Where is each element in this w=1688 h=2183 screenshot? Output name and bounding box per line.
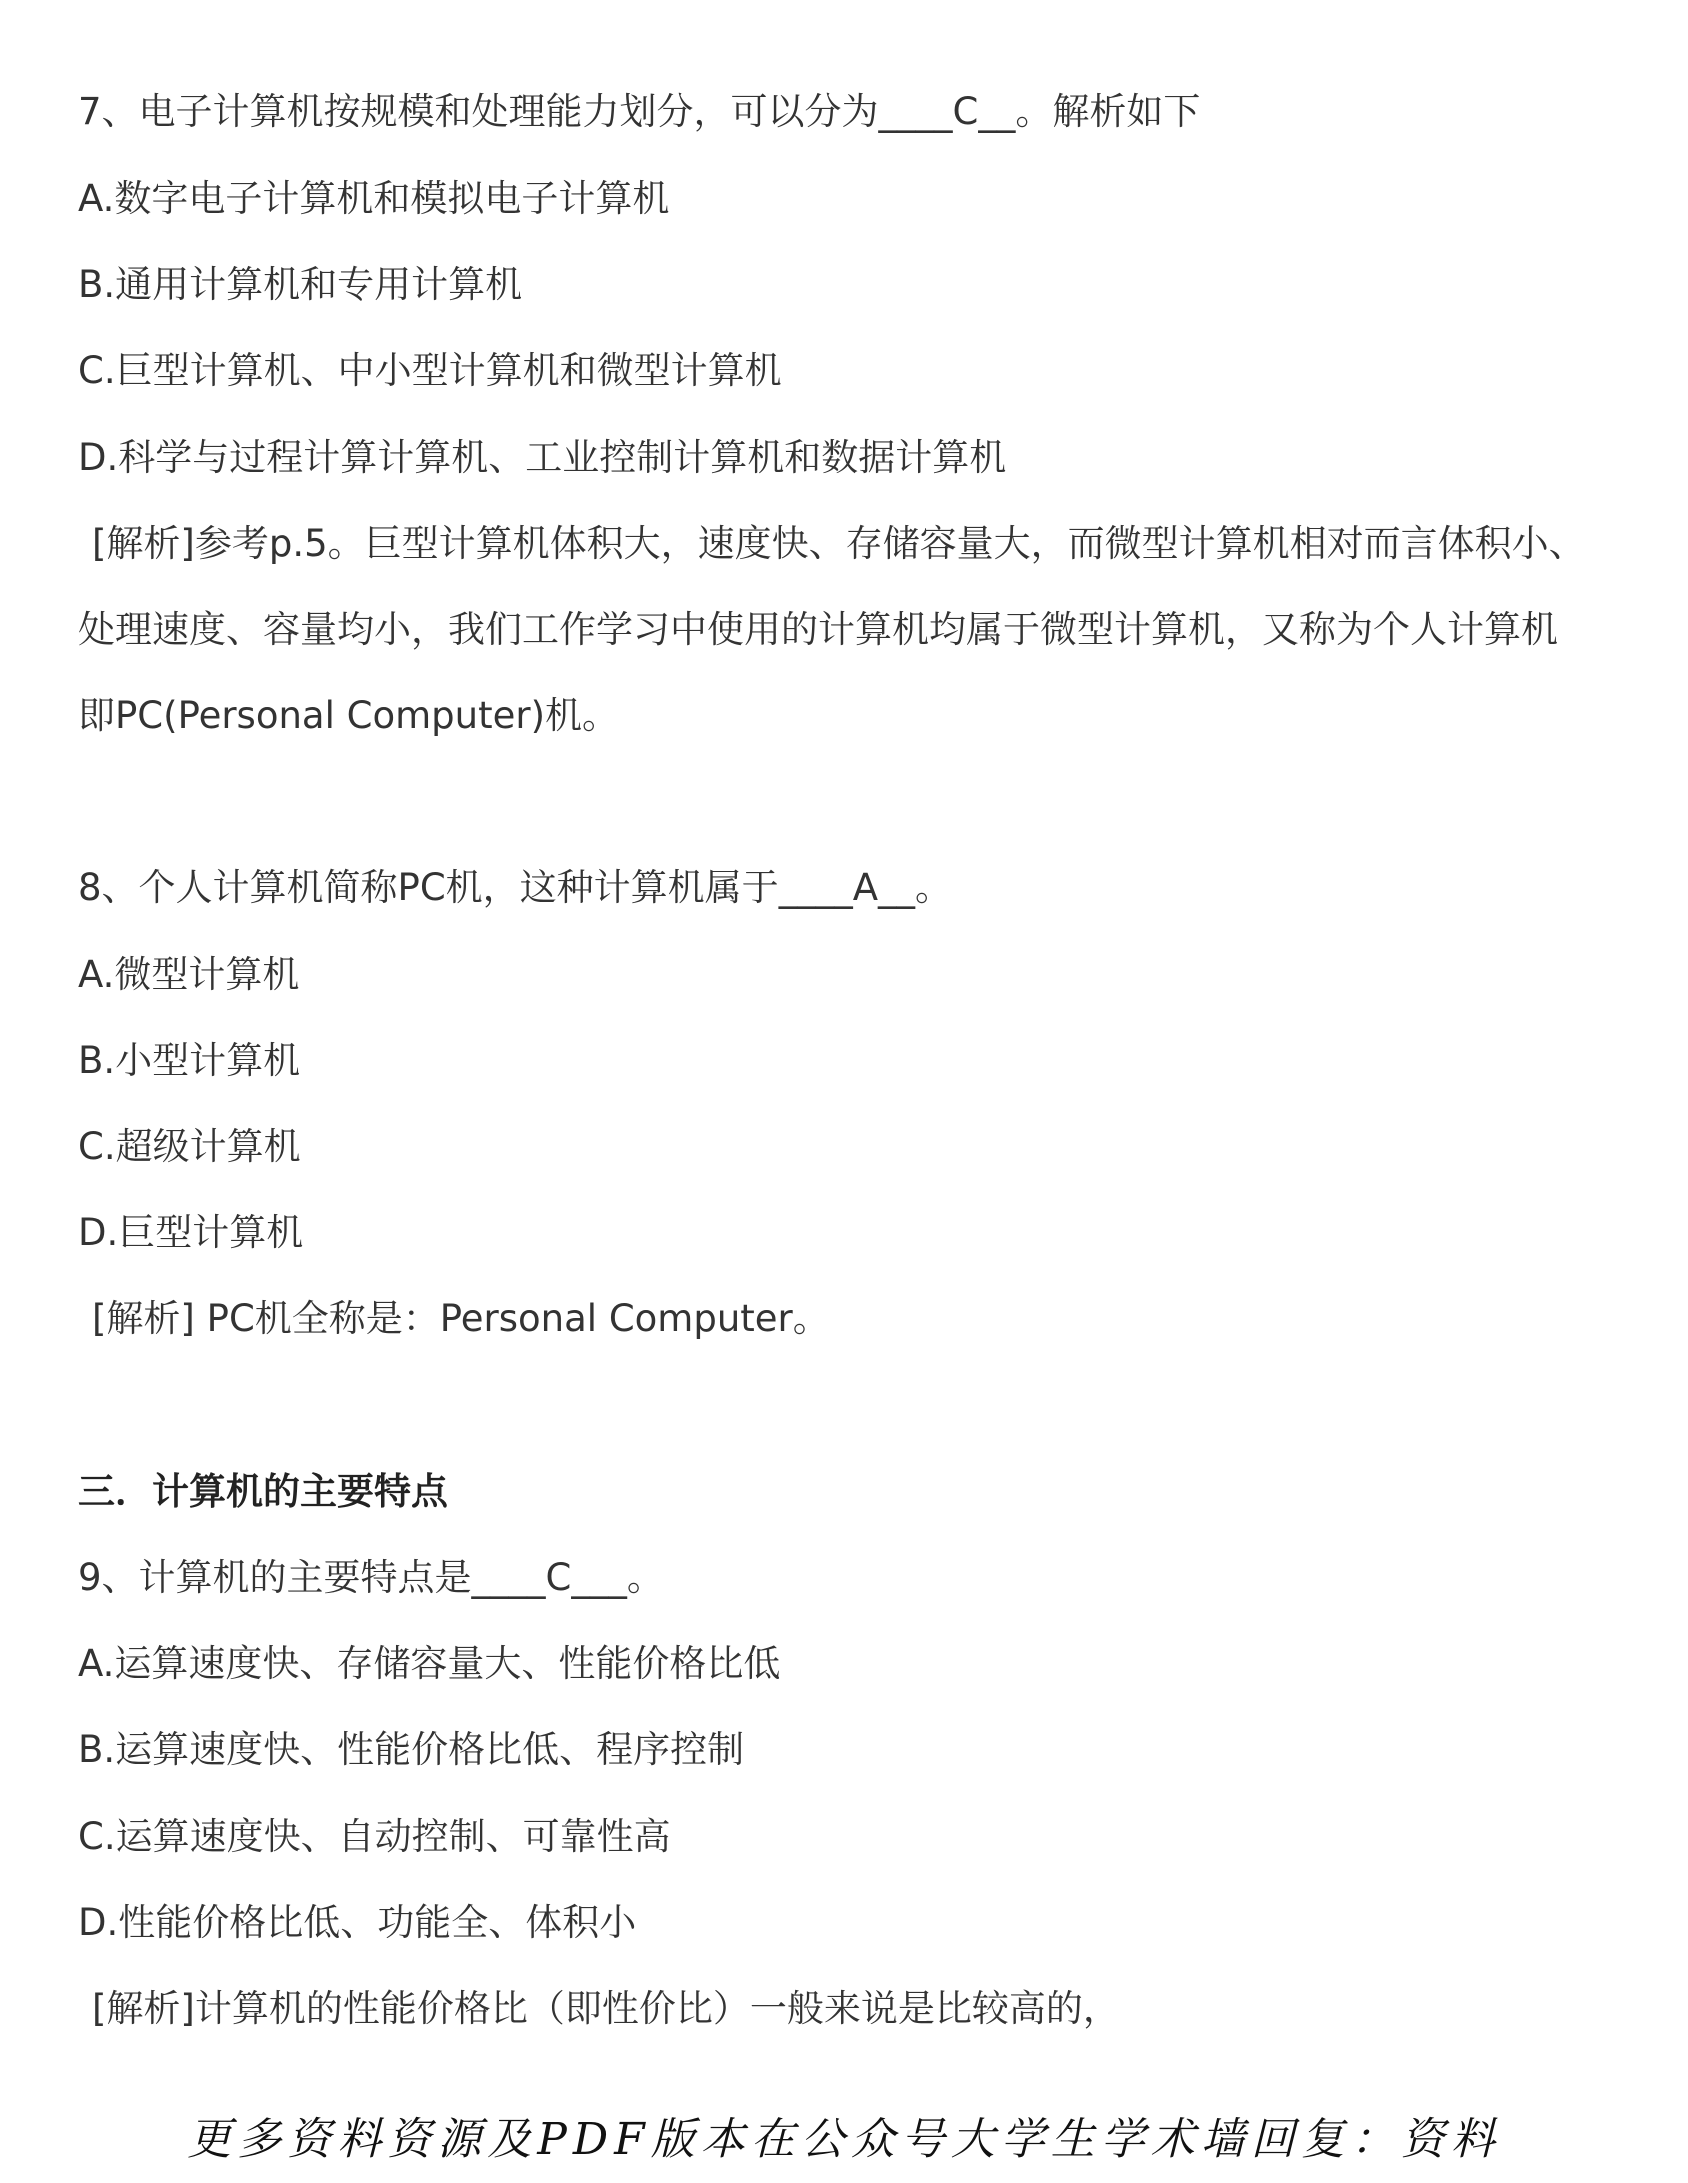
answer-blank: ____A__ bbox=[778, 866, 915, 909]
question-9-option-b: B.运算速度快、性能价格比低、程序控制 bbox=[78, 1728, 745, 1771]
question-8-stem bbox=[78, 863, 952, 913]
question-9-option-d: D.性能价格比低、功能全、体积小 bbox=[78, 1901, 637, 1944]
question-9-stem bbox=[78, 1553, 664, 1603]
section-heading: 三．计算机的主要特点 bbox=[78, 1470, 448, 1513]
question-stem-text: 7、电子计算机按规模和处理能力划分，可以分为 bbox=[78, 90, 879, 133]
question-stem-tail: 。 bbox=[915, 866, 952, 909]
question-7-option-a: A.数字电子计算机和模拟电子计算机 bbox=[78, 177, 670, 220]
question-8-option-a: A.微型计算机 bbox=[78, 953, 300, 996]
question-7-explanation-line-3: 即PC(Personal Computer)机。 bbox=[78, 694, 619, 737]
question-8-option-c: C.超级计算机 bbox=[78, 1125, 301, 1168]
question-7-option-c: C.巨型计算机、中小型计算机和微型计算机 bbox=[78, 349, 782, 392]
answer-letter: A bbox=[852, 866, 878, 909]
question-7-explanation-line-2: 处理速度、容量均小，我们工作学习中使用的计算机均属于微型计算机，又称为个人计算机 bbox=[78, 608, 1558, 651]
question-7-stem bbox=[78, 87, 1200, 137]
question-8-option-b: B.小型计算机 bbox=[78, 1039, 301, 1082]
question-9-explanation: [解析]计算机的性能价格比（即性价比）一般来说是比较高的， bbox=[92, 1987, 1120, 2030]
question-stem-tail: 。解析如下 bbox=[1015, 90, 1201, 133]
question-stem-text: 8、个人计算机简称PC机，这种计算机属于 bbox=[78, 866, 779, 909]
answer-blank: ____C__ bbox=[878, 90, 1016, 133]
question-9-option-c: C.运算速度快、自动控制、可靠性高 bbox=[78, 1815, 671, 1858]
answer-letter: C bbox=[545, 1556, 572, 1599]
answer-blank: ____C___ bbox=[471, 1556, 627, 1599]
footer-promo-text: 更多资料资源及PDF版本在公众号大学生学术墙回复：资料 bbox=[187, 2114, 1501, 2165]
question-7-explanation-line-1: [解析]参考p.5。巨型计算机体积大，速度快、存储容量大，而微型计算机相对而言体积小、 bbox=[92, 522, 1586, 565]
question-stem-text: 9、计算机的主要特点是 bbox=[78, 1556, 472, 1599]
question-8-explanation: [解析] PC机全称是：Personal Computer。 bbox=[92, 1297, 830, 1340]
question-8-option-d: D.巨型计算机 bbox=[78, 1211, 304, 1254]
question-9-option-a: A.运算速度快、存储容量大、性能价格比低 bbox=[78, 1642, 781, 1685]
question-7-option-b: B.通用计算机和专用计算机 bbox=[78, 263, 523, 306]
answer-letter: C bbox=[952, 90, 979, 133]
question-7-option-d: D.科学与过程计算计算机、工业控制计算机和数据计算机 bbox=[78, 436, 1007, 479]
question-stem-tail: 。 bbox=[626, 1556, 664, 1599]
